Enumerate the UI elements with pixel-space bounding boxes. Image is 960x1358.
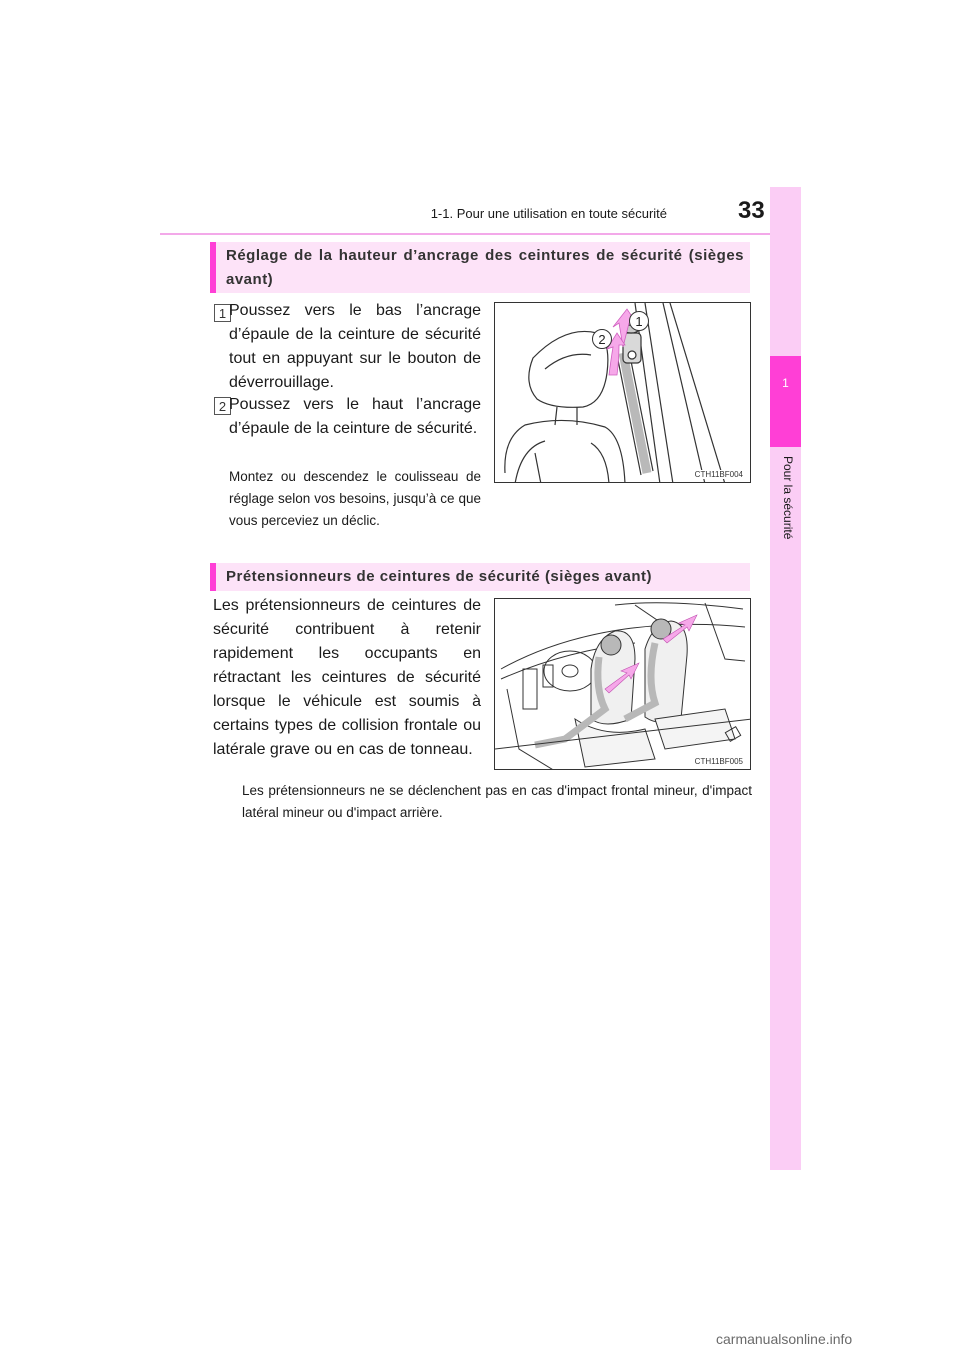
running-header: 1-1. Pour une utilisation en toute sécurité <box>430 206 667 221</box>
page-number: 33 <box>738 197 765 224</box>
seatbelt-anchor-figure <box>494 302 751 483</box>
step-number-2: 2 <box>214 397 231 415</box>
section-heading-pretensioners <box>210 563 750 591</box>
seatbelt-anchor-illustration <box>495 303 751 483</box>
pretensioner-figure <box>494 598 751 770</box>
figure-code: CTH11BF004 <box>694 470 743 479</box>
callout-2: 2 <box>592 329 612 349</box>
step-text-2: Poussez vers le haut l’ancrage d’épaule de la ceinture de sécurité. <box>229 396 481 437</box>
header-divider <box>160 233 801 235</box>
step-note: Montez ou descendez le coulisseau de réglage selon vos besoins, jusqu’à ce que vous perceviez un déclic. <box>229 469 481 528</box>
chapter-side-tab <box>770 187 801 1170</box>
step-text-1: Poussez vers le bas l’ancrage d’épaule de la ceinture de sécurité tout en appuyant sur le bouton de déverrouillage. <box>229 302 481 391</box>
footer-watermark: carmanualsonline.info <box>716 1331 853 1347</box>
heading-accent-bar <box>210 563 216 591</box>
pretensioner-illustration <box>495 599 751 770</box>
figure-code: CTH11BF005 <box>694 757 743 766</box>
chapter-number: 1 <box>782 376 789 390</box>
callout-1: 1 <box>629 311 649 331</box>
section-title: Réglage de la hauteur d’ancrage des ceintures de sécurité (sièges avant) <box>226 247 744 288</box>
step-number-1: 1 <box>214 304 231 322</box>
heading-accent-bar <box>210 242 216 293</box>
pretensioner-note: Les prétensionneurs ne se déclenchent pas en cas d'impact frontal mineur, d'impact latéral mineur ou d'impact arrière. <box>242 783 752 820</box>
chapter-label: Pour la sécurité <box>781 456 795 540</box>
section-heading-anchor-height <box>210 242 750 293</box>
pretensioner-description: Les prétensionneurs de ceintures de sécurité contribuent à retenir rapidement les occupants en rétractant les ceintures de sécurité lorsque le véhicule est soumis à certains types de collision frontale ou latérale grave ou en cas de tonneau. <box>213 597 481 758</box>
chapter-number-tab <box>770 356 801 447</box>
section-title: Prétensionneurs de ceintures de sécurité (sièges avant) <box>226 568 652 585</box>
